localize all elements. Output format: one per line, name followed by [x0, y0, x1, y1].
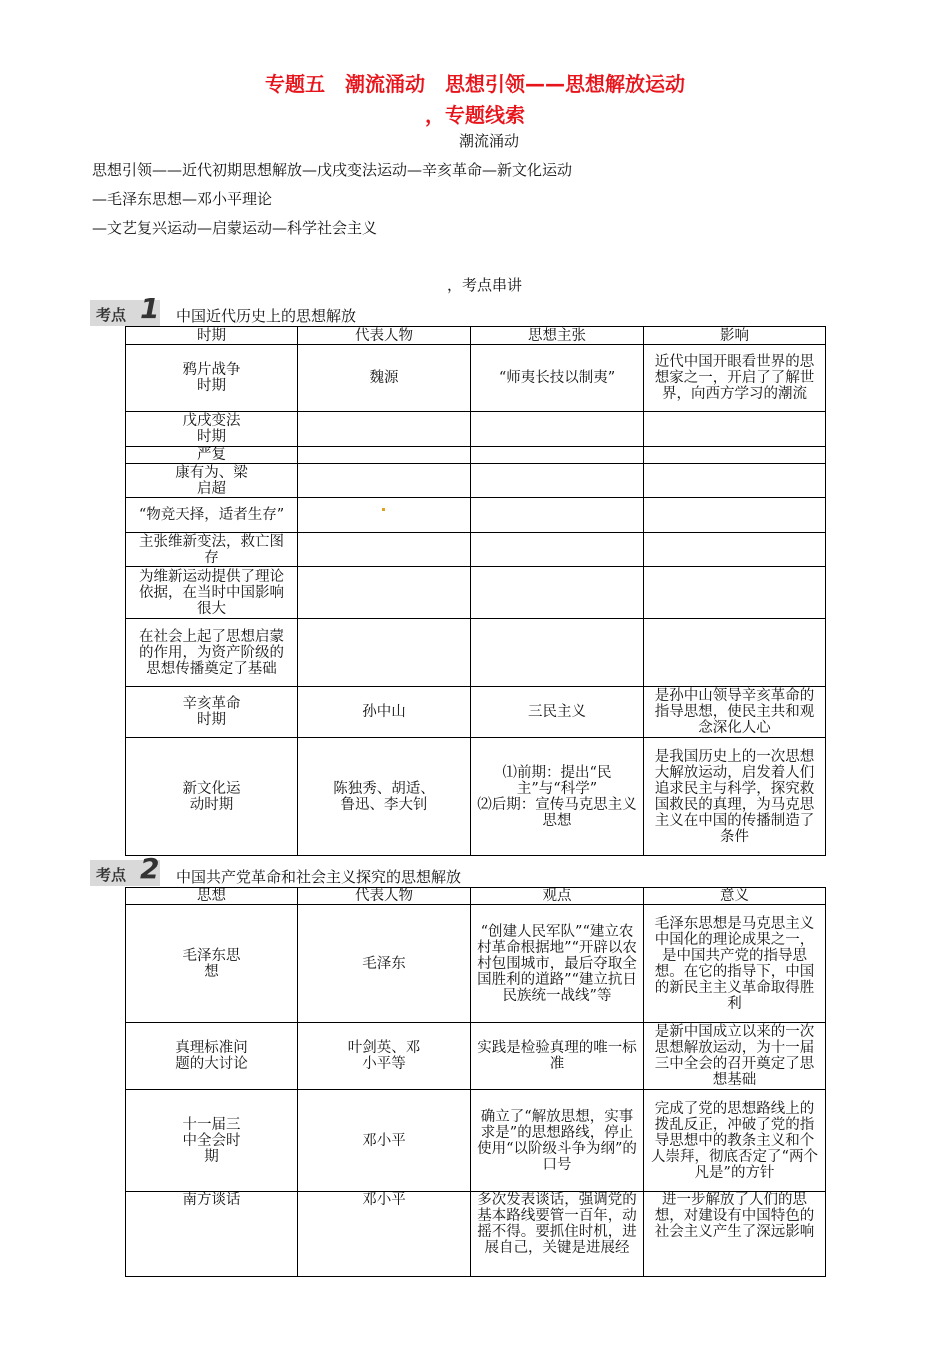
table-cell	[298, 498, 471, 533]
table-cell	[298, 619, 471, 687]
table-row	[126, 905, 826, 1023]
clue-line-2: —毛泽东思想—邓小平理论	[92, 190, 273, 208]
table-cell: 魏源	[298, 345, 471, 412]
table-cell: 是孙中山领导辛亥革命的指导思想，使民主共和观念深化人心	[644, 687, 826, 738]
table-cell: 完成了党的思想路线上的拨乱反正，冲破了党的指导思想中的教条主义和个人崇拜，彻底否定了“两个凡是”的方针	[644, 1090, 826, 1192]
table-cell	[471, 533, 644, 567]
clue-line-1: 思想引领——近代初期思想解放—戊戌变法运动—辛亥革命—新文化运动	[92, 161, 573, 179]
table-cell: 南方谈话	[126, 1192, 298, 1277]
clue-line-3: —文艺复兴运动—启蒙运动—科学社会主义	[92, 219, 378, 237]
topic2-title: 中国共产党革命和社会主义探究的思想解放	[176, 868, 462, 886]
table-cell: 三民主义	[471, 687, 644, 738]
table-cell	[471, 498, 644, 533]
table-cell: 毛泽东	[298, 905, 471, 1023]
page-title: 专题五 潮流涌动 思想引领——思想解放运动	[265, 72, 685, 96]
header-cell: 思想主张	[471, 327, 644, 345]
table-cell: 实践是检验真理的唯一标准	[471, 1023, 644, 1090]
table-cell	[644, 447, 826, 464]
table-cell	[298, 533, 471, 567]
table-cell	[644, 412, 826, 447]
table-row	[126, 345, 826, 412]
table-cell: 孙中山	[298, 687, 471, 738]
table-cell: 邓小平	[298, 1090, 471, 1192]
table-row	[126, 1023, 826, 1090]
header-cell: 代表人物	[298, 888, 471, 905]
table-cell	[298, 464, 471, 498]
header-cell: 意义	[644, 888, 826, 905]
table-cell	[471, 464, 644, 498]
table-cell: 陈独秀、胡适、鲁迅、李大钊	[298, 738, 471, 856]
topic1-title: 中国近代历史上的思想解放	[176, 307, 357, 325]
table-cell: 严复	[126, 447, 298, 464]
topic2-table	[125, 887, 826, 1277]
table-row	[126, 412, 826, 447]
header-cell: 代表人物	[298, 327, 471, 345]
table-cell	[644, 533, 826, 567]
table-cell	[471, 567, 644, 619]
table-cell	[644, 464, 826, 498]
table-header-row	[126, 888, 826, 905]
table-row	[126, 687, 826, 738]
table-cell: 是我国历史上的一次思想大解放运动，启发着人们追求民主与科学，探究救国救民的真理，为马克思主义在中国的传播制造了条件	[644, 738, 826, 856]
table-cell: 毛泽东思想	[126, 905, 298, 1023]
table-cell: 邓小平	[298, 1192, 471, 1277]
topic1-badge	[90, 292, 160, 326]
table-cell: 真理标准问题的大讨论	[126, 1023, 298, 1090]
table-row	[126, 619, 826, 687]
table-row	[126, 738, 826, 856]
table-row	[126, 1192, 826, 1277]
table-cell	[644, 567, 826, 619]
topic1-table	[125, 326, 826, 856]
table-cell: 毛泽东思想是马克思主义中国化的理论成果之一，是中国共产党的指导思想。在它的指导下，中国的新民主主义革命取得胜利	[644, 905, 826, 1023]
table-row	[126, 464, 826, 498]
table-cell: 多次发表谈话，强调党的基本路线要管一百年，动摇不得。要抓住时机，进展自己，关键是进展经	[471, 1192, 644, 1277]
table-cell: 康有为、梁启超	[126, 464, 298, 498]
header-cell: 思想	[126, 888, 298, 905]
table-cell: 在社会上起了思想启蒙的作用，为资产阶级的思想传播奠定了基础	[126, 619, 298, 687]
table-cell: 近代中国开眼看世界的思想家之一，开启了了解世界，向西方学习的潮流	[644, 345, 826, 412]
table-cell: “物竞天择，适者生存”	[126, 498, 298, 533]
table-cell: ⑴前期：提出“民主”与“科学” ⑵后期：宣传马克思主义思想	[471, 738, 644, 856]
table-cell: 叶剑英、邓小平等	[298, 1023, 471, 1090]
decorative-dot	[382, 508, 385, 511]
header-cell: 时期	[126, 327, 298, 345]
table-cell	[644, 498, 826, 533]
table-cell	[298, 447, 471, 464]
table-cell	[471, 619, 644, 687]
table-cell: 为维新运动提供了理论依据，在当时中国影响很大	[126, 567, 298, 619]
table-cell	[298, 412, 471, 447]
table-cell: 主张维新变法，救亡图存	[126, 533, 298, 567]
table-cell: 鸦片战争时期	[126, 345, 298, 412]
table-cell: “创建人民军队”“建立农村革命根据地”“开辟以农村包围城市，最后夺取全国胜利的道路”“建立抗日民族统一战线”等	[471, 905, 644, 1023]
section-heading: ，考点串讲	[447, 276, 523, 294]
table-cell: “师夷长技以制夷”	[471, 345, 644, 412]
table-cell: 新文化运动时期	[126, 738, 298, 856]
topic1-badge-number: 1	[140, 292, 160, 325]
table-header-row	[126, 327, 826, 345]
table-cell	[644, 619, 826, 687]
table-cell	[298, 567, 471, 619]
table-row	[126, 498, 826, 533]
table-row	[126, 447, 826, 464]
table-cell: 十一届三中全会时期	[126, 1090, 298, 1192]
table-row	[126, 567, 826, 619]
table-cell: 戊戌变法时期	[126, 412, 298, 447]
header-cell: 观点	[471, 888, 644, 905]
table-cell: 进一步解放了人们的思想，对建设有中国特色的社会主义产生了深远影响	[644, 1192, 826, 1277]
table-row	[126, 1090, 826, 1192]
header-cell: 影响	[644, 327, 826, 345]
table-cell: 是新中国成立以来的一次思想解放运动，为十一届三中全会的召开奠定了思想基础	[644, 1023, 826, 1090]
topic2-badge-word: 考点	[96, 866, 127, 884]
table-cell: 确立了“解放思想，实事求是”的思想路线，停止使用“以阶级斗争为纲”的口号	[471, 1090, 644, 1192]
table-cell: 辛亥革命时期	[126, 687, 298, 738]
table-row	[126, 533, 826, 567]
table-cell	[471, 412, 644, 447]
topic2-badge-number: 2	[140, 852, 160, 885]
page-subtitle: ，专题线索	[425, 103, 525, 127]
topic1-badge-word: 考点	[96, 306, 127, 324]
clue-center: 潮流涌动	[459, 132, 520, 150]
topic2-badge	[90, 852, 160, 886]
table-cell	[471, 447, 644, 464]
